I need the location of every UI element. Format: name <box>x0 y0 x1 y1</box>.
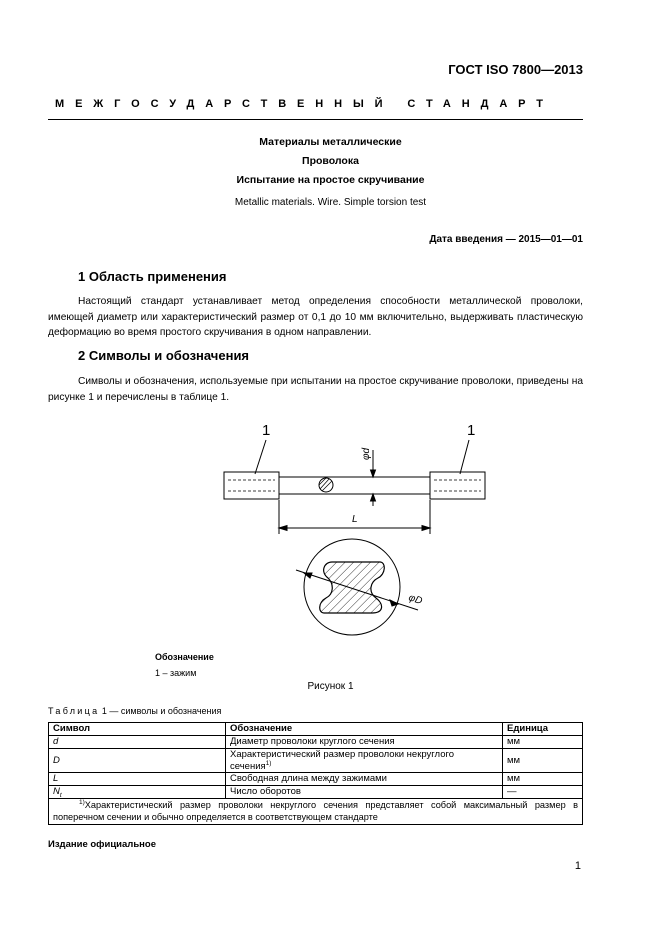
symbol-subscript: t <box>59 792 62 800</box>
figure-caption: Рисунок 1 <box>307 681 354 692</box>
right-clamp <box>430 472 485 499</box>
table-row <box>49 736 583 749</box>
table-cell-description-text: Характеристический размер проволоки некруглого сечения <box>230 749 455 772</box>
table-cell-symbol: L <box>49 773 226 786</box>
table-cell-symbol <box>49 786 226 799</box>
introduction-date-label: Дата введения <box>429 234 503 245</box>
document-number: ГОСТ ISO 7800—2013 <box>448 62 583 77</box>
table-cell-description: Число оборотов <box>226 786 503 799</box>
section-1-heading: 1 Область применения <box>78 269 227 284</box>
table-cell-unit: мм <box>503 773 583 786</box>
footnote-mark: 1) <box>79 798 85 806</box>
table-footnote-row <box>49 799 583 825</box>
table-row <box>49 786 583 799</box>
table-cell-description: Свободная длина между зажимами <box>226 773 503 786</box>
left-clamp <box>224 472 279 499</box>
table-footnote <box>49 799 583 825</box>
introduction-date <box>429 234 583 245</box>
table-header-description: Обозначение <box>226 723 503 736</box>
table-cell-description <box>226 749 503 773</box>
table-title-prefix: Таблица <box>48 706 100 716</box>
table-row <box>49 749 583 773</box>
table-cell-unit: мм <box>503 736 583 749</box>
table-cell-description: Диаметр проволоки круглого сечения <box>226 736 503 749</box>
page-number: 1 <box>574 860 581 872</box>
non-round-profile <box>320 562 385 613</box>
figure-1-drawing <box>200 410 510 650</box>
diameter-D-label: φD <box>407 592 424 608</box>
table-title <box>48 706 221 716</box>
title-line-1: Материалы металлические <box>259 136 402 148</box>
figure-legend-title: Обозначение <box>155 652 214 662</box>
symbol-main: N <box>53 786 60 798</box>
section-2-heading: 2 Символы и обозначения <box>78 348 250 363</box>
table-header-symbol: Символ <box>49 723 226 736</box>
clamp-label-left: 1 <box>262 422 271 439</box>
table-cell-symbol: D <box>49 749 226 773</box>
diameter-d-label: φd <box>361 447 372 460</box>
footnote-text: Характеристический размер проволоки некруглого сечения представляет собой максимальный размер в поперечном сечении и обычно определяется в соответствующем стандарте <box>53 800 578 822</box>
figure-legend-item: 1 – зажим <box>155 668 197 678</box>
introduction-date-value: — 2015—01—01 <box>502 234 583 245</box>
section-2-text: Символы и обозначения, используемые при испытании на простое скручивание проволоки, приведены на рисунке 1 и перечислены в таблице 1. <box>48 376 583 403</box>
interstate-standard-label: МЕЖГОСУДАРСТВЕННЫЙ СТАНДАРТ <box>55 98 554 110</box>
title-english: Metallic materials. Wire. Simple torsion test <box>234 197 427 208</box>
title-line-2: Проволока <box>302 155 359 167</box>
table-cell-unit: мм <box>503 749 583 773</box>
table-cell-symbol: d <box>49 736 226 749</box>
table-header-unit: Единица <box>503 723 583 736</box>
section-1-text: Настоящий стандарт устанавливает метод определения способности металлической проволоки, имеющей диаметр или характеристический размер от 0,1 до 10 мм включительно, выдерживать пластическую деформацию во время простого скручивания в одном направлении. <box>48 296 583 338</box>
wire-cross-section-circle <box>319 478 333 492</box>
table-cell-unit: — <box>503 786 583 799</box>
footnote-reference: 1) <box>265 759 272 767</box>
header-rule <box>48 119 583 120</box>
clamp-label-right: 1 <box>467 422 476 439</box>
symbols-table <box>48 722 583 825</box>
title-line-3: Испытание на простое скручивание <box>236 174 425 186</box>
table-row <box>49 773 583 786</box>
table-header-row <box>49 723 583 736</box>
official-edition-label: Издание официальное <box>48 839 156 850</box>
length-l-label: L <box>352 514 358 525</box>
table-title-rest: 1 — символы и обозначения <box>99 706 222 716</box>
